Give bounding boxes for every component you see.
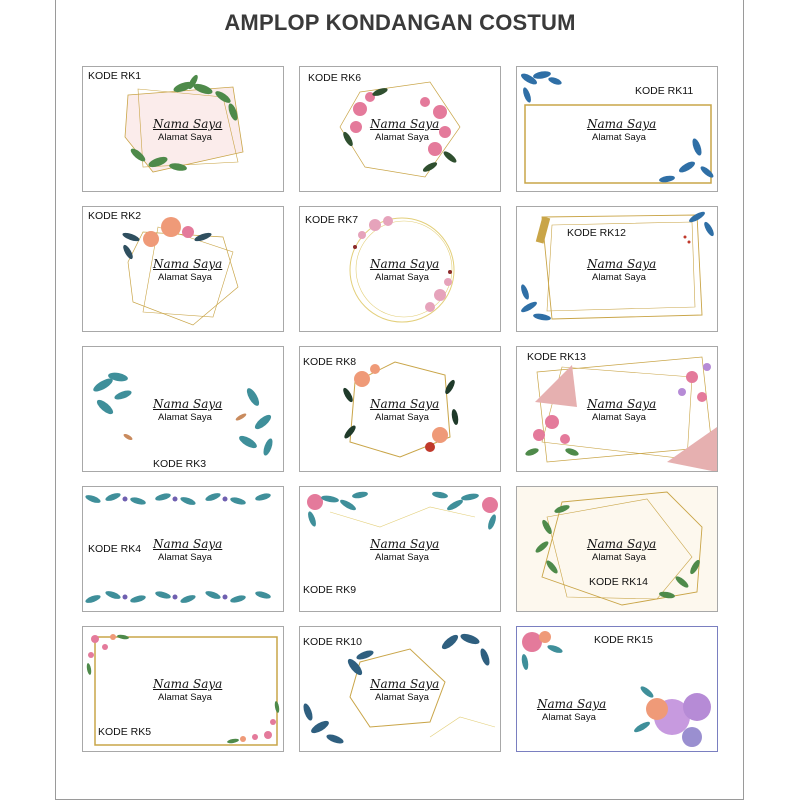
envelope-card-rk10[interactable] [299,626,501,752]
card-code: KODE RK7 [305,214,359,226]
card-code: KODE RK6 [308,72,362,84]
card-name: Nama Saya [370,397,440,411]
card-code: KODE RK3 [153,458,207,470]
card-name: Nama Saya [587,537,657,551]
card-code: KODE RK11 [635,85,694,97]
card-code: KODE RK8 [303,356,357,368]
card-name: Nama Saya [587,257,657,271]
card-name: Nama Saya [153,117,223,131]
card-code: KODE RK5 [98,726,152,738]
envelope-card-rk7[interactable] [299,206,501,332]
card-name: Nama Saya [153,677,223,691]
card-code: KODE RK1 [88,70,142,82]
card-address: Alamat Saya [375,132,429,143]
envelope-card-rk11[interactable] [516,66,718,192]
card-address: Alamat Saya [158,552,212,563]
card-address: Alamat Saya [158,412,212,423]
card-code: KODE RK14 [589,576,648,588]
card-address: Alamat Saya [375,412,429,423]
card-address: Alamat Saya [375,692,429,703]
card-address: Alamat Saya [592,552,646,563]
card-address: Alamat Saya [592,412,646,423]
envelope-card-rk6[interactable] [299,66,501,192]
page-title: AMPLOP KONDANGAN COSTUM [224,10,576,35]
card-address: Alamat Saya [158,272,212,283]
card-address: Alamat Saya [375,272,429,283]
card-name: Nama Saya [153,397,223,411]
card-code: KODE RK15 [594,634,653,646]
envelope-card-rk8[interactable] [299,346,501,472]
envelope-card-rk1[interactable] [82,66,284,192]
card-address: Alamat Saya [158,692,212,703]
card-name: Nama Saya [370,677,440,691]
card-name: Nama Saya [370,257,440,271]
card-code: KODE RK10 [303,636,362,648]
card-address: Alamat Saya [592,132,646,143]
card-code: KODE RK13 [527,351,586,363]
envelope-card-rk4[interactable] [82,486,284,612]
envelope-grid [82,66,718,752]
card-address: Alamat Saya [375,552,429,563]
card-name: Nama Saya [370,537,440,551]
card-name: Nama Saya [153,257,223,271]
card-code: KODE RK12 [567,227,626,239]
envelope-card-rk12[interactable] [516,206,718,332]
envelope-card-rk14[interactable] [516,486,718,612]
card-code: KODE RK4 [88,543,142,555]
envelope-card-rk15[interactable] [516,626,718,752]
envelope-card-rk3[interactable] [82,346,284,472]
envelope-card-rk2[interactable] [82,206,284,332]
card-name: Nama Saya [153,537,223,551]
card-code: KODE RK2 [88,210,142,222]
card-name: Nama Saya [587,117,657,131]
envelope-card-rk13[interactable] [516,346,718,472]
card-name: Nama Saya [537,697,607,711]
envelope-card-rk9[interactable] [299,486,501,612]
card-code: KODE RK9 [303,584,357,596]
card-address: Alamat Saya [542,712,596,723]
envelope-card-rk5[interactable] [82,626,284,752]
card-address: Alamat Saya [158,132,212,143]
card-name: Nama Saya [370,117,440,131]
card-address: Alamat Saya [592,272,646,283]
card-name: Nama Saya [587,397,657,411]
